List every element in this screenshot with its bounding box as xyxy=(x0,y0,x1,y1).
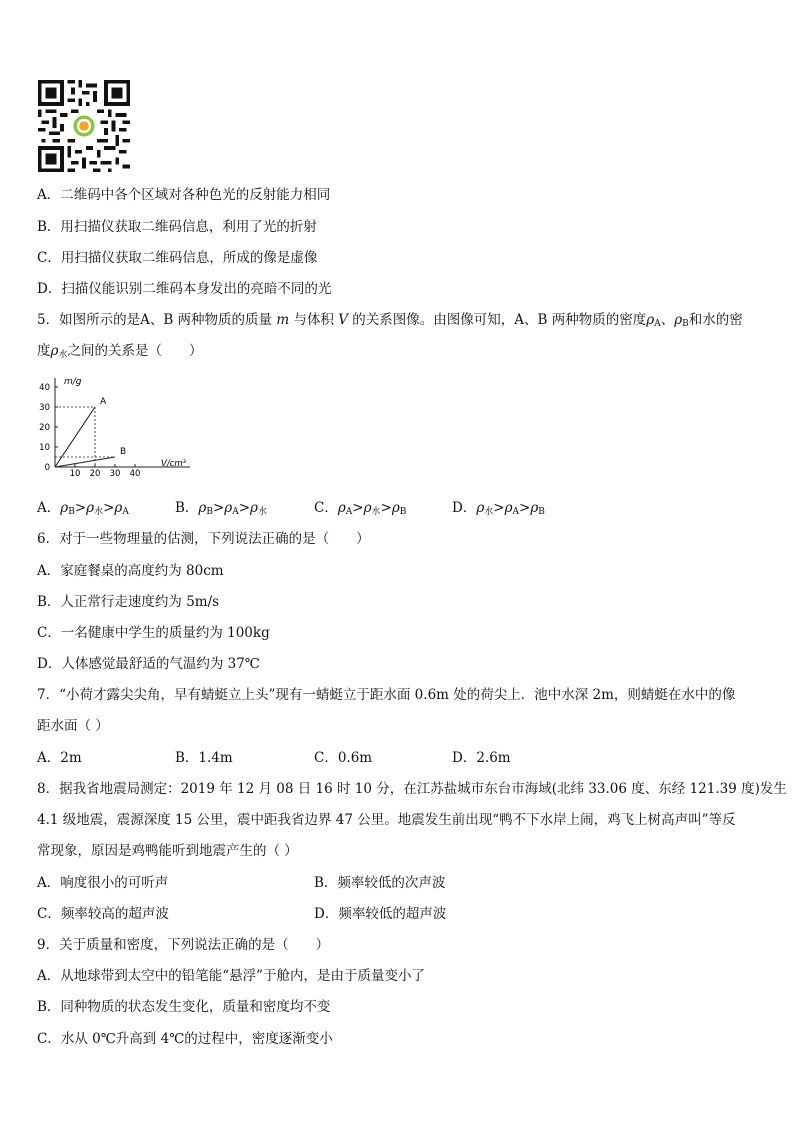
sub: B xyxy=(399,507,407,517)
opt-label: B． xyxy=(175,500,199,516)
y-tick-label: 10 xyxy=(39,443,50,453)
q5-option-a xyxy=(37,499,129,521)
y-tick-label: 40 xyxy=(39,383,50,393)
sub: 水 xyxy=(94,507,104,517)
rho: ρ xyxy=(363,500,372,516)
sub: A xyxy=(122,507,129,517)
rho: ρ xyxy=(391,500,400,516)
q5-text: 5．如图所示的是A、B 两种物质的质量 xyxy=(37,312,277,328)
q5-option-d xyxy=(452,499,545,521)
q4-option-c: C．用扫描仪获取二维码信息，所成的像是虚像 xyxy=(37,250,318,266)
q5-option-b xyxy=(175,499,267,521)
sub: A xyxy=(232,507,239,517)
gt: > xyxy=(519,500,531,516)
sub: A xyxy=(345,507,353,517)
y-tick-label: 30 xyxy=(39,403,50,413)
rho: ρ xyxy=(646,312,655,328)
rho: ρ xyxy=(86,500,95,516)
q7-option-a: A．2m xyxy=(37,750,82,766)
q4-option-b: B．用扫描仪获取二维码信息，利用了光的折射 xyxy=(37,219,317,235)
rho: ρ xyxy=(114,500,123,516)
x-tick-label: 30 xyxy=(109,469,121,478)
rho: ρ xyxy=(60,500,69,516)
y-tick-label: 20 xyxy=(39,423,50,433)
q9-option-a: A．从地球带到太空中的铅笔能“悬浮”于舱内，是由于质量变小了 xyxy=(37,968,426,984)
gt: > xyxy=(493,500,505,516)
sub: B xyxy=(68,507,75,517)
q5-text: 和水的密 xyxy=(688,312,743,328)
q8-stem-line1: 8．据我省地震局测定：2019 年 12 月 08 日 16 时 10 分，在江苏盐城市东台市海域(北纬 33.06 度、东经 121.39 度)发生 xyxy=(37,781,787,797)
q5-text: 之间的关系是（ ） xyxy=(67,343,203,359)
q8-stem-line2: 4.1 级地震，震源深度 15 公里，震中距我省边界 47 公里。地震发生前出现“鸭不下水岸上闹，鸡飞上树高声叫”等反 xyxy=(37,812,736,828)
q5-text: 的关系图像。由图像可知，A、B 两种物质的密度 xyxy=(348,312,647,328)
rho-water: ρ xyxy=(50,343,59,359)
x-tick-label: 20 xyxy=(89,469,101,478)
qr-code-image xyxy=(38,80,130,172)
q6-option-b: B．人正常行走速度约为 5m/s xyxy=(37,594,220,610)
series-label-b: B xyxy=(120,447,127,457)
q4-option-d: D．扫描仪能识别二维码本身发出的亮暗不同的光 xyxy=(37,281,332,297)
sub: 水 xyxy=(371,507,381,517)
q9-stem: 9．关于质量和密度，下列说法正确的是（ ） xyxy=(37,937,330,953)
q5-m: m xyxy=(276,312,290,328)
mass-volume-graph xyxy=(30,370,200,478)
q5-option-c xyxy=(314,499,406,521)
y-tick-label: 0 xyxy=(44,463,50,473)
sub: 水 xyxy=(484,507,494,517)
q5-stem-line1 xyxy=(37,311,743,333)
q6-option-c: C．一名健康中学生的质量约为 100kg xyxy=(37,625,270,641)
gt: > xyxy=(103,500,115,516)
series-line-a xyxy=(55,407,95,467)
series-label-a: A xyxy=(100,397,107,407)
q7-option-d: D．2.6m xyxy=(452,750,511,766)
q7-stem-line1: 7．“小荷才露尖尖角，早有蜻蜓立上头”现有一蜻蜓立于距水面 0.6m 处的荷尖上．池中水深 2m，则蜻蜓在水中的像 xyxy=(37,687,736,703)
q7-option-b: B．1.4m xyxy=(175,750,233,766)
gt: > xyxy=(352,500,364,516)
sub: B xyxy=(206,507,213,517)
rho: ρ xyxy=(198,500,207,516)
sep: 、 xyxy=(660,312,675,328)
sub-b: B xyxy=(682,319,689,329)
q9-option-b: B．同种物质的状态发生变化，质量和密度均不变 xyxy=(37,999,331,1015)
gt: > xyxy=(74,500,87,516)
sub: 水 xyxy=(257,507,267,517)
q8-option-b: B．频率较低的次声波 xyxy=(314,875,446,891)
x-tick-label: 10 xyxy=(69,469,81,478)
q5-text: 度 xyxy=(37,343,51,359)
opt-label: D． xyxy=(452,500,477,516)
x-axis-label: V/cm³ xyxy=(161,459,187,469)
q6-option-a: A．家庭餐桌的高度约为 80cm xyxy=(37,563,224,579)
gt: > xyxy=(238,500,251,516)
opt-label: C． xyxy=(314,500,338,516)
q6-stem: 6．对于一些物理量的估测，下列说法正确的是（ ） xyxy=(37,531,370,547)
q7-stem-line2: 距水面（ ） xyxy=(37,718,109,734)
rho: ρ xyxy=(250,500,258,516)
q6-option-d: D．人体感觉最舒适的气温约为 37℃ xyxy=(37,656,260,672)
q5-v: V xyxy=(338,312,348,328)
x-tick-label: 40 xyxy=(129,469,141,478)
rho: ρ xyxy=(530,500,539,516)
rho: ρ xyxy=(476,500,485,516)
q8-stem-line3: 常现象，原因是鸡鸭能听到地震产生的（ ） xyxy=(37,843,298,859)
q9-option-c: C．水从 0℃升高到 4℃的过程中，密度逐渐变小 xyxy=(37,1031,333,1047)
gt: > xyxy=(380,500,392,516)
q8-option-d: D．频率较低的超声波 xyxy=(314,906,447,922)
q4-option-a: A．二维码中各个区域对各种色光的反射能力相同 xyxy=(37,187,331,203)
q8-option-c: C．频率较高的超声波 xyxy=(37,906,169,922)
q5-stem-line2 xyxy=(37,342,202,364)
rho: ρ xyxy=(674,312,683,328)
q5-text: 与体积 xyxy=(289,312,339,328)
rho: ρ xyxy=(224,500,233,516)
y-axis-label: m/g xyxy=(64,377,82,387)
q7-option-c: C．0.6m xyxy=(314,750,373,766)
rho: ρ xyxy=(337,500,346,516)
sub-a: A xyxy=(654,319,661,329)
sub: B xyxy=(538,507,545,517)
gt: > xyxy=(212,500,225,516)
opt-label: A． xyxy=(37,500,61,516)
rho: ρ xyxy=(504,500,513,516)
sub-water: 水 xyxy=(58,350,68,360)
q8-option-a: A．响度很小的可听声 xyxy=(37,875,169,891)
sub: A xyxy=(512,507,520,517)
series-line-b xyxy=(55,457,115,467)
